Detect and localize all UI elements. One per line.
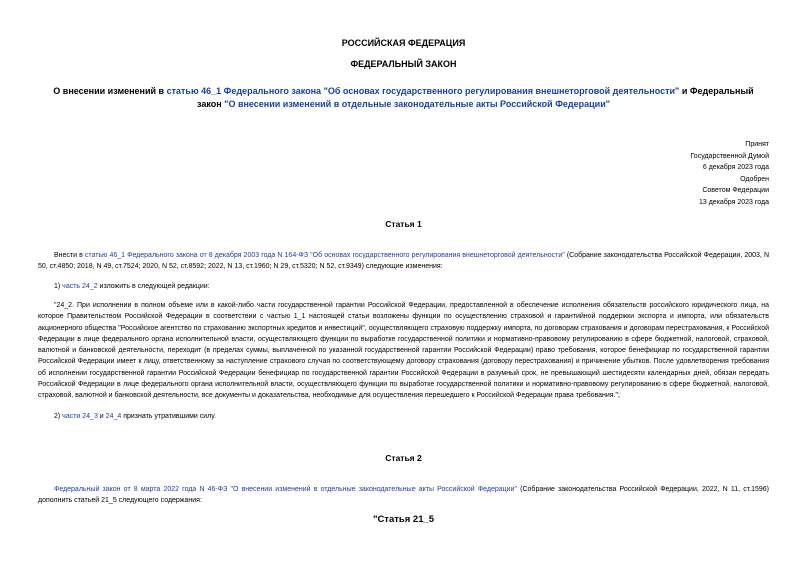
title-text-1: О внесении изменений в [53,86,167,96]
adoption-line: Государственной Думой [690,152,769,160]
title-link-article-46-1[interactable]: статью 46_1 Федерального закона "Об основах государственного регулирования внешнеторговой деятельности" [166,86,680,96]
intro-text: (Собрание законодательства Российской Федерации, 2003, N 50, ст.4850; 2018, N 49, ст.7524; 2020, N 52, ст.8592; 2022, N 13, ст.1960; N 29, ст.5320; N 52, ст.9349) следующие изменения: [38,252,769,271]
article-1-quote: "24_2. При исполнении в полном объеме или в какой-либо части государственной гарантии Российской Федерации, предоставленной в обеспечение исполнения обязательств российского юридического лица, на которое Правительством Российской Федерации в соответствии с частью 1_1 настоящей статьи возложены функции по осуществлению страховой и гарантийной поддержки экспорта и импорта, или обязательств акционерного общества "Российское агентство по страхованию экспортных кредитов и инвестиций", осуществляющего страховую поддержку импорта, по договорам страхования и договорам перестрахования, к Российской Федерации в лице федерального органа исполнительной власти, осуществляющего функции по выработке государственной политики и нормативно-правовому регулированию в сфере бюджетной, налоговой, страховой, валютной и банковской деятельности, переходит (в пределах суммы, выплаченной по указанной государственной гарантии Российской Федерации) право требования, которое бенефициар по государственной гарантии Российской Федерации имеет к лицу, ответственному за наступление страхового случая по соответствующему договору страхования (договору перестрахования) и причинение убытков. После удовлетворения требования об исполнении государственной гарантии Российской Федерации бенефициар по государственной гарантии Российской Федерации в разумный срок, не превышающий шестидесяти календарных дней, обязан передать Российской Федерации в лице федерального органа исполнительной власти, осуществляющего функции по выработке государственной политики и нормативно-правовому регулированию в сфере бюджетной, налоговой, страховой, валютной и банковской деятельности, все документы и доказательства, необходимые для осуществления перешедшего к Российской Федерации права требования."; [38,302,769,400]
item-number: 2) [54,413,63,420]
item-text: признать утратившими силу. [121,413,217,420]
part-24-2-link[interactable]: часть 24_2 [62,283,98,290]
intro-text: Внести в [54,252,85,259]
intro-text: (Собрание законодательства Российской Федерации, 2022, N 11, ст.1596) дополнить статьей 21_5 следующего содержания: [38,486,769,505]
item-text: и [97,413,106,420]
article-1-heading: Статья 1 [385,219,422,229]
article-1-item-1 [38,281,769,292]
doc-type-heading: ФЕДЕРАЛЬНЫЙ ЗАКОН [350,59,457,69]
article-2-intro [38,484,769,507]
article-2-heading: Статья 2 [385,453,422,463]
adoption-line: Одобрен [740,175,769,183]
part-24-4-link[interactable]: 24_4 [105,413,122,420]
article-1-intro [38,250,769,273]
title-text-2: и Федеральный закон [196,86,754,109]
federal-law-46-fz-link[interactable]: Федеральный закон от 8 марта 2022 года N 46-ФЗ "О внесении изменений в отдельные законодательные акты Российской Федерации" [54,486,517,493]
adoption-block [690,139,769,208]
item-number: 1) [54,283,63,290]
part-24-3-link[interactable]: части 24_3 [62,413,98,420]
adoption-line: Принят [745,141,769,148]
new-article-heading: "Статья 21_5 [372,514,435,525]
article-1-item-2 [38,411,769,422]
law-title [40,85,767,111]
adoption-line: 13 декабря 2023 года [698,198,769,206]
adoption-line: 6 декабря 2023 года [702,164,769,171]
article-46-1-link[interactable]: статью 46_1 Федерального закона от 8 декабря 2003 года N 164-ФЗ "Об основах государственного регулирования внешнеторговой деятельности" [84,252,565,259]
title-link-federal-law[interactable]: "О внесении изменений в отдельные законодательные акты Российской Федерации" [224,99,610,109]
item-text: изложить в следующей редакции: [97,283,210,290]
adoption-line: Советом Федерации [702,187,769,194]
country-heading: РОССИЙСКАЯ ФЕДЕРАЦИЯ [341,38,466,48]
